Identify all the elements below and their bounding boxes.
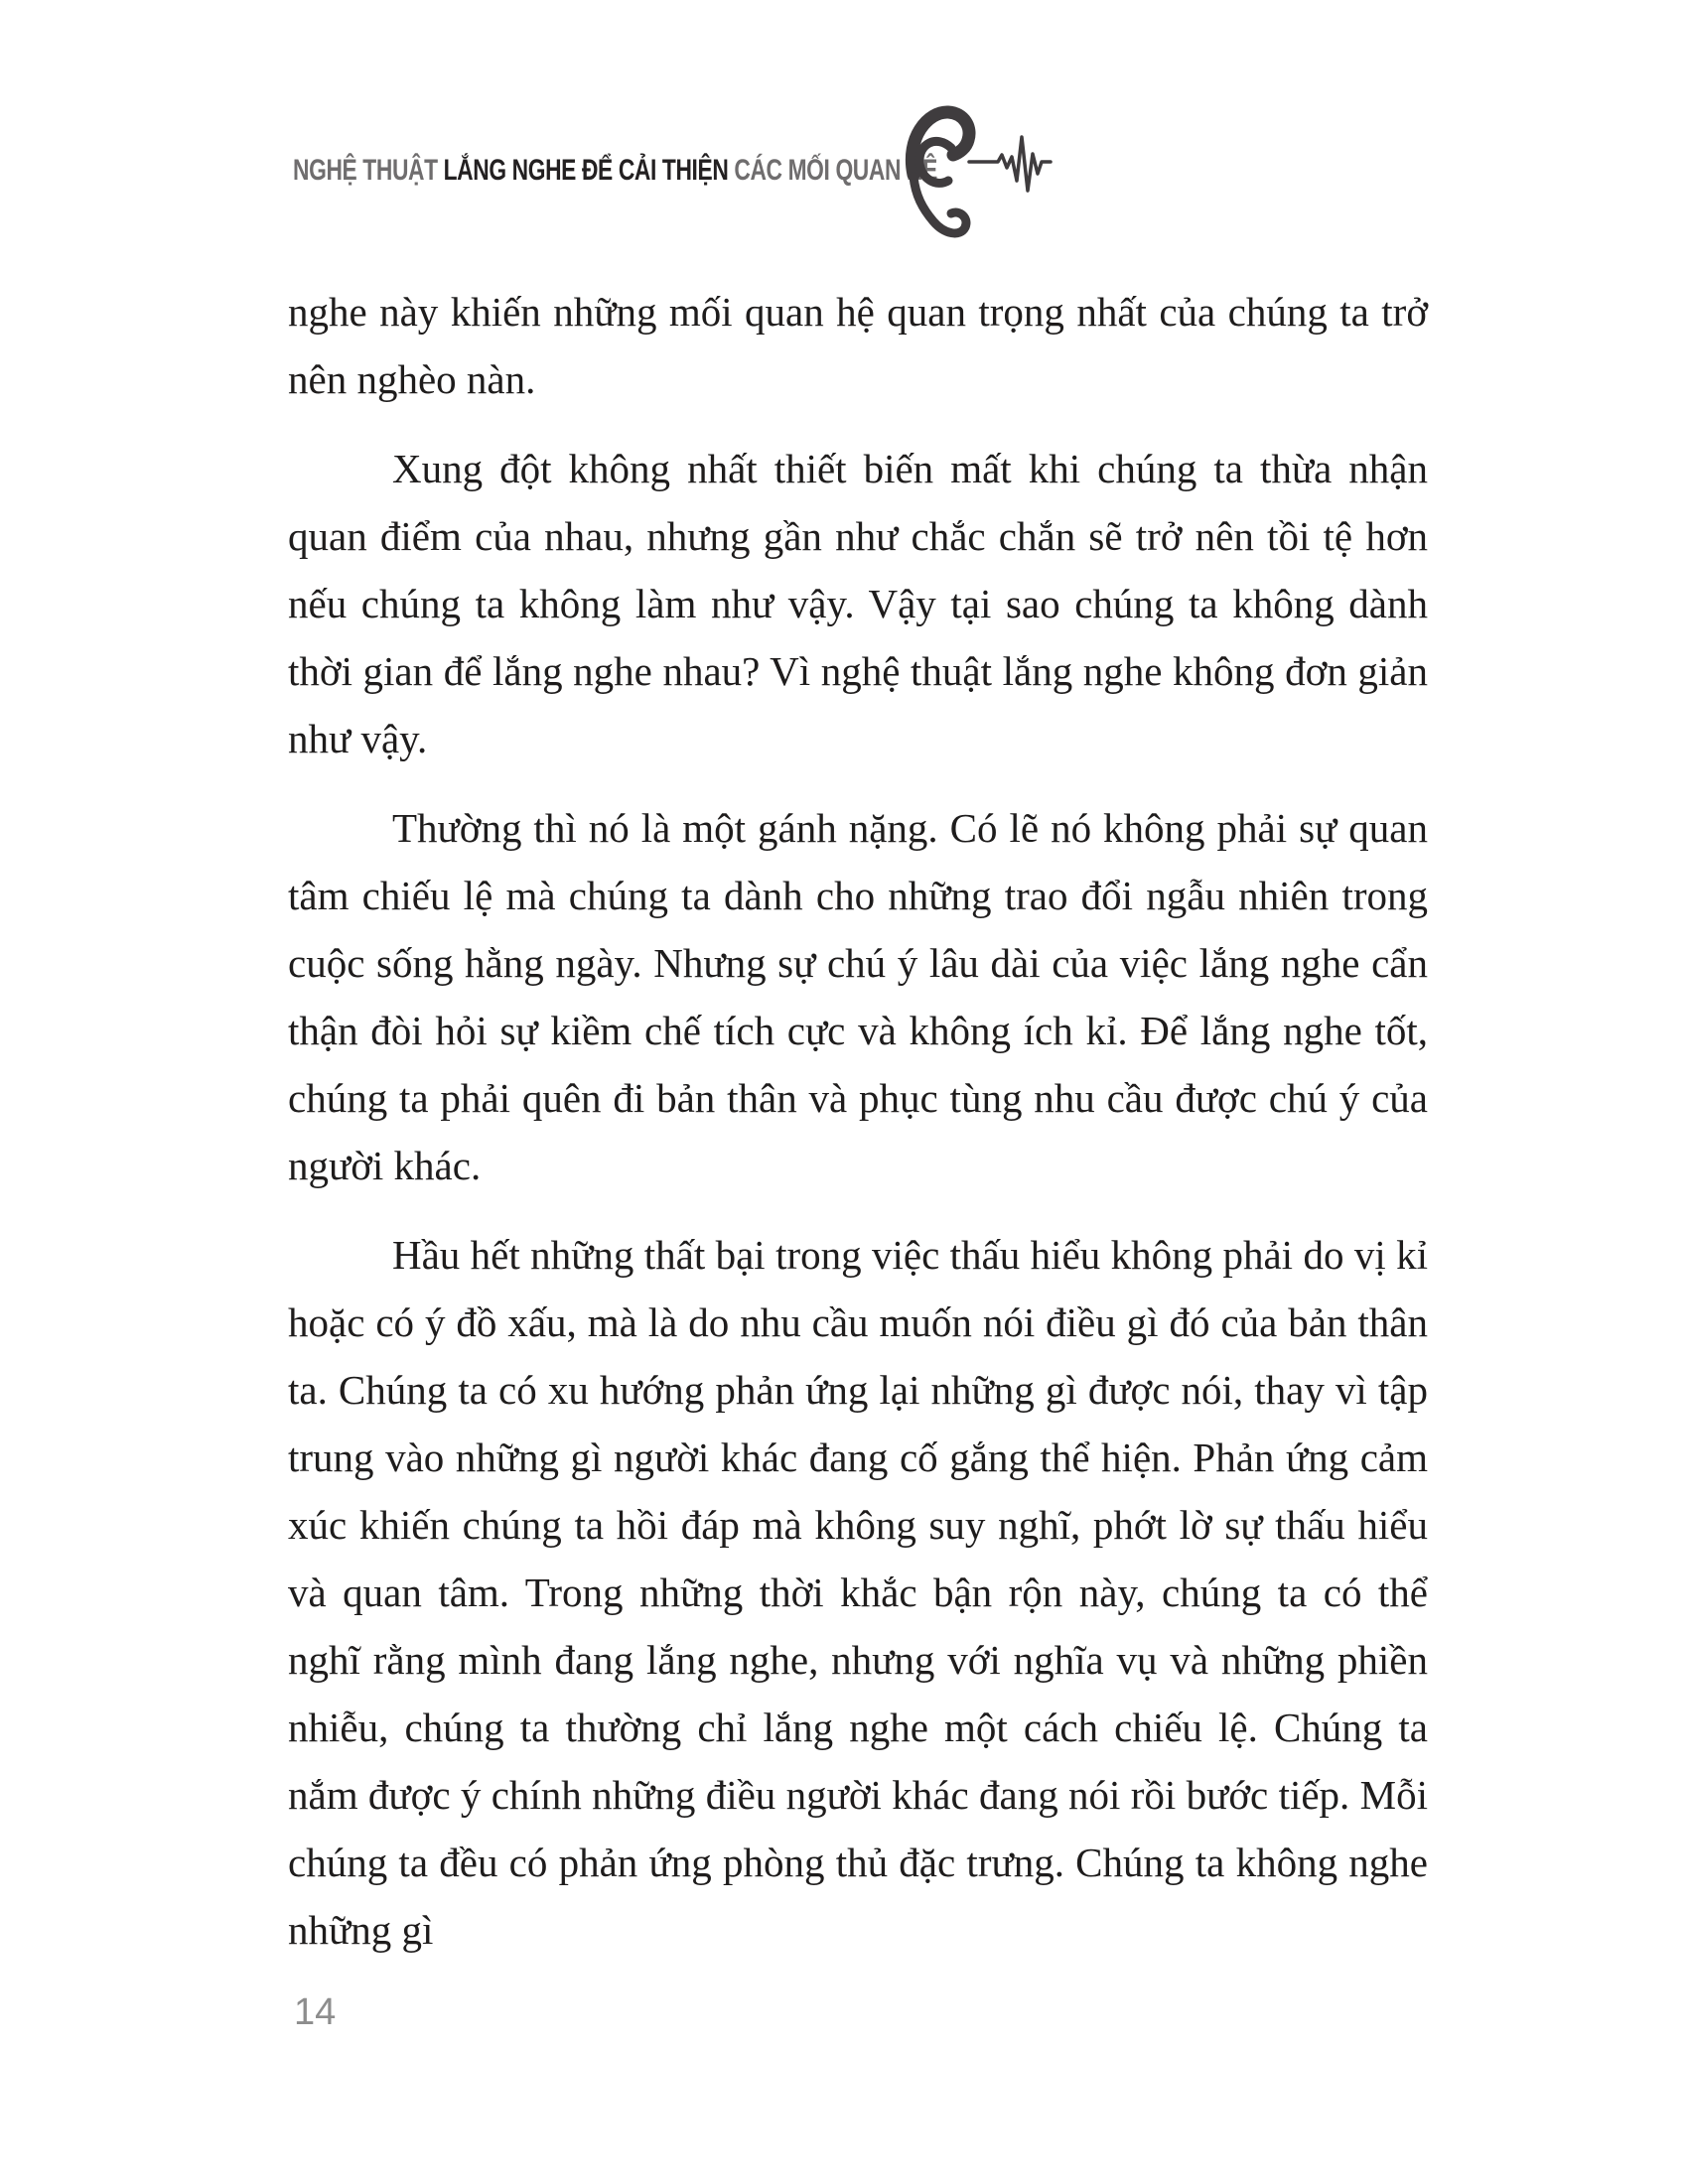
running-header-title [293,147,937,195]
paragraph-1: nghe này khiến những mối quan hệ quan trọng nhất của chúng ta trở nên nghèo nàn. [288,289,1428,402]
running-header-title-part-3: CÁC MỐI QUAN HỆ [734,154,937,187]
ear-with-soundwave-icon [899,99,1057,246]
soundwave-line [969,137,1051,191]
paragraph-3: Thường thì nó là một gánh nặng. Có lẽ nó không phải sự quan tâm chiếu lệ mà chúng ta dành cho những trao đổi ngẫu nhiên trong cuộc sống hằng ngày. Nhưng sự chú ý lâu dài của việc lắng nghe cẩn thận đòi hỏi sự kiềm chế tích cực và không ích kỉ. Để lắng nghe tốt, chúng ta phải quên đi bản thân và phục tùng nhu cầu được chú ý của người khác. [288,805,1428,1188]
paragraph-2: Xung đột không nhất thiết biến mất khi chúng ta thừa nhận quan điểm của nhau, nhưng gần như chắc chắn sẽ trở nên tồi tệ hơn nếu chúng ta không làm như vậy. Vậy tại sao chúng ta không dành thời gian để lắng nghe nhau? Vì nghệ thuật lắng nghe không đơn giản như vậy. [288,446,1428,761]
running-header-title-part-2: LẮNG NGHE ĐỂ CẢI THIỆN [443,154,735,187]
running-header-title-part-1: NGHỆ THUẬT [293,154,444,187]
paragraph-4: Hầu hết những thất bại trong việc thấu hiểu không phải do vị kỉ hoặc có ý đồ xấu, mà là do nhu cầu muốn nói điều gì đó của bản thân ta. Chúng ta có xu hướng phản ứng lại những gì được nói, thay vì tập trung vào những gì người khác đang cố gắng thể hiện. Phản ứng cảm xúc khiến chúng ta hồi đáp mà không suy nghĩ, phớt lờ sự thấu hiểu và quan tâm. Trong những thời khắc bận rộn này, chúng ta có thể nghĩ rằng mình đang lắng nghe, nhưng với nghĩa vụ và những phiền nhiễu, chúng ta thường chỉ lắng nghe một cách chiếu lệ. Chúng ta nắm được ý chính những điều người khác đang nói rồi bước tiếp. Mỗi chúng ta đều có phản ứng phòng thủ đặc trưng. Chúng ta không nghe những gì [288,1232,1428,1953]
body-text [288,278,1428,1964]
page-number: 14 [294,1991,337,2033]
ear-inner-curve [919,141,951,183]
